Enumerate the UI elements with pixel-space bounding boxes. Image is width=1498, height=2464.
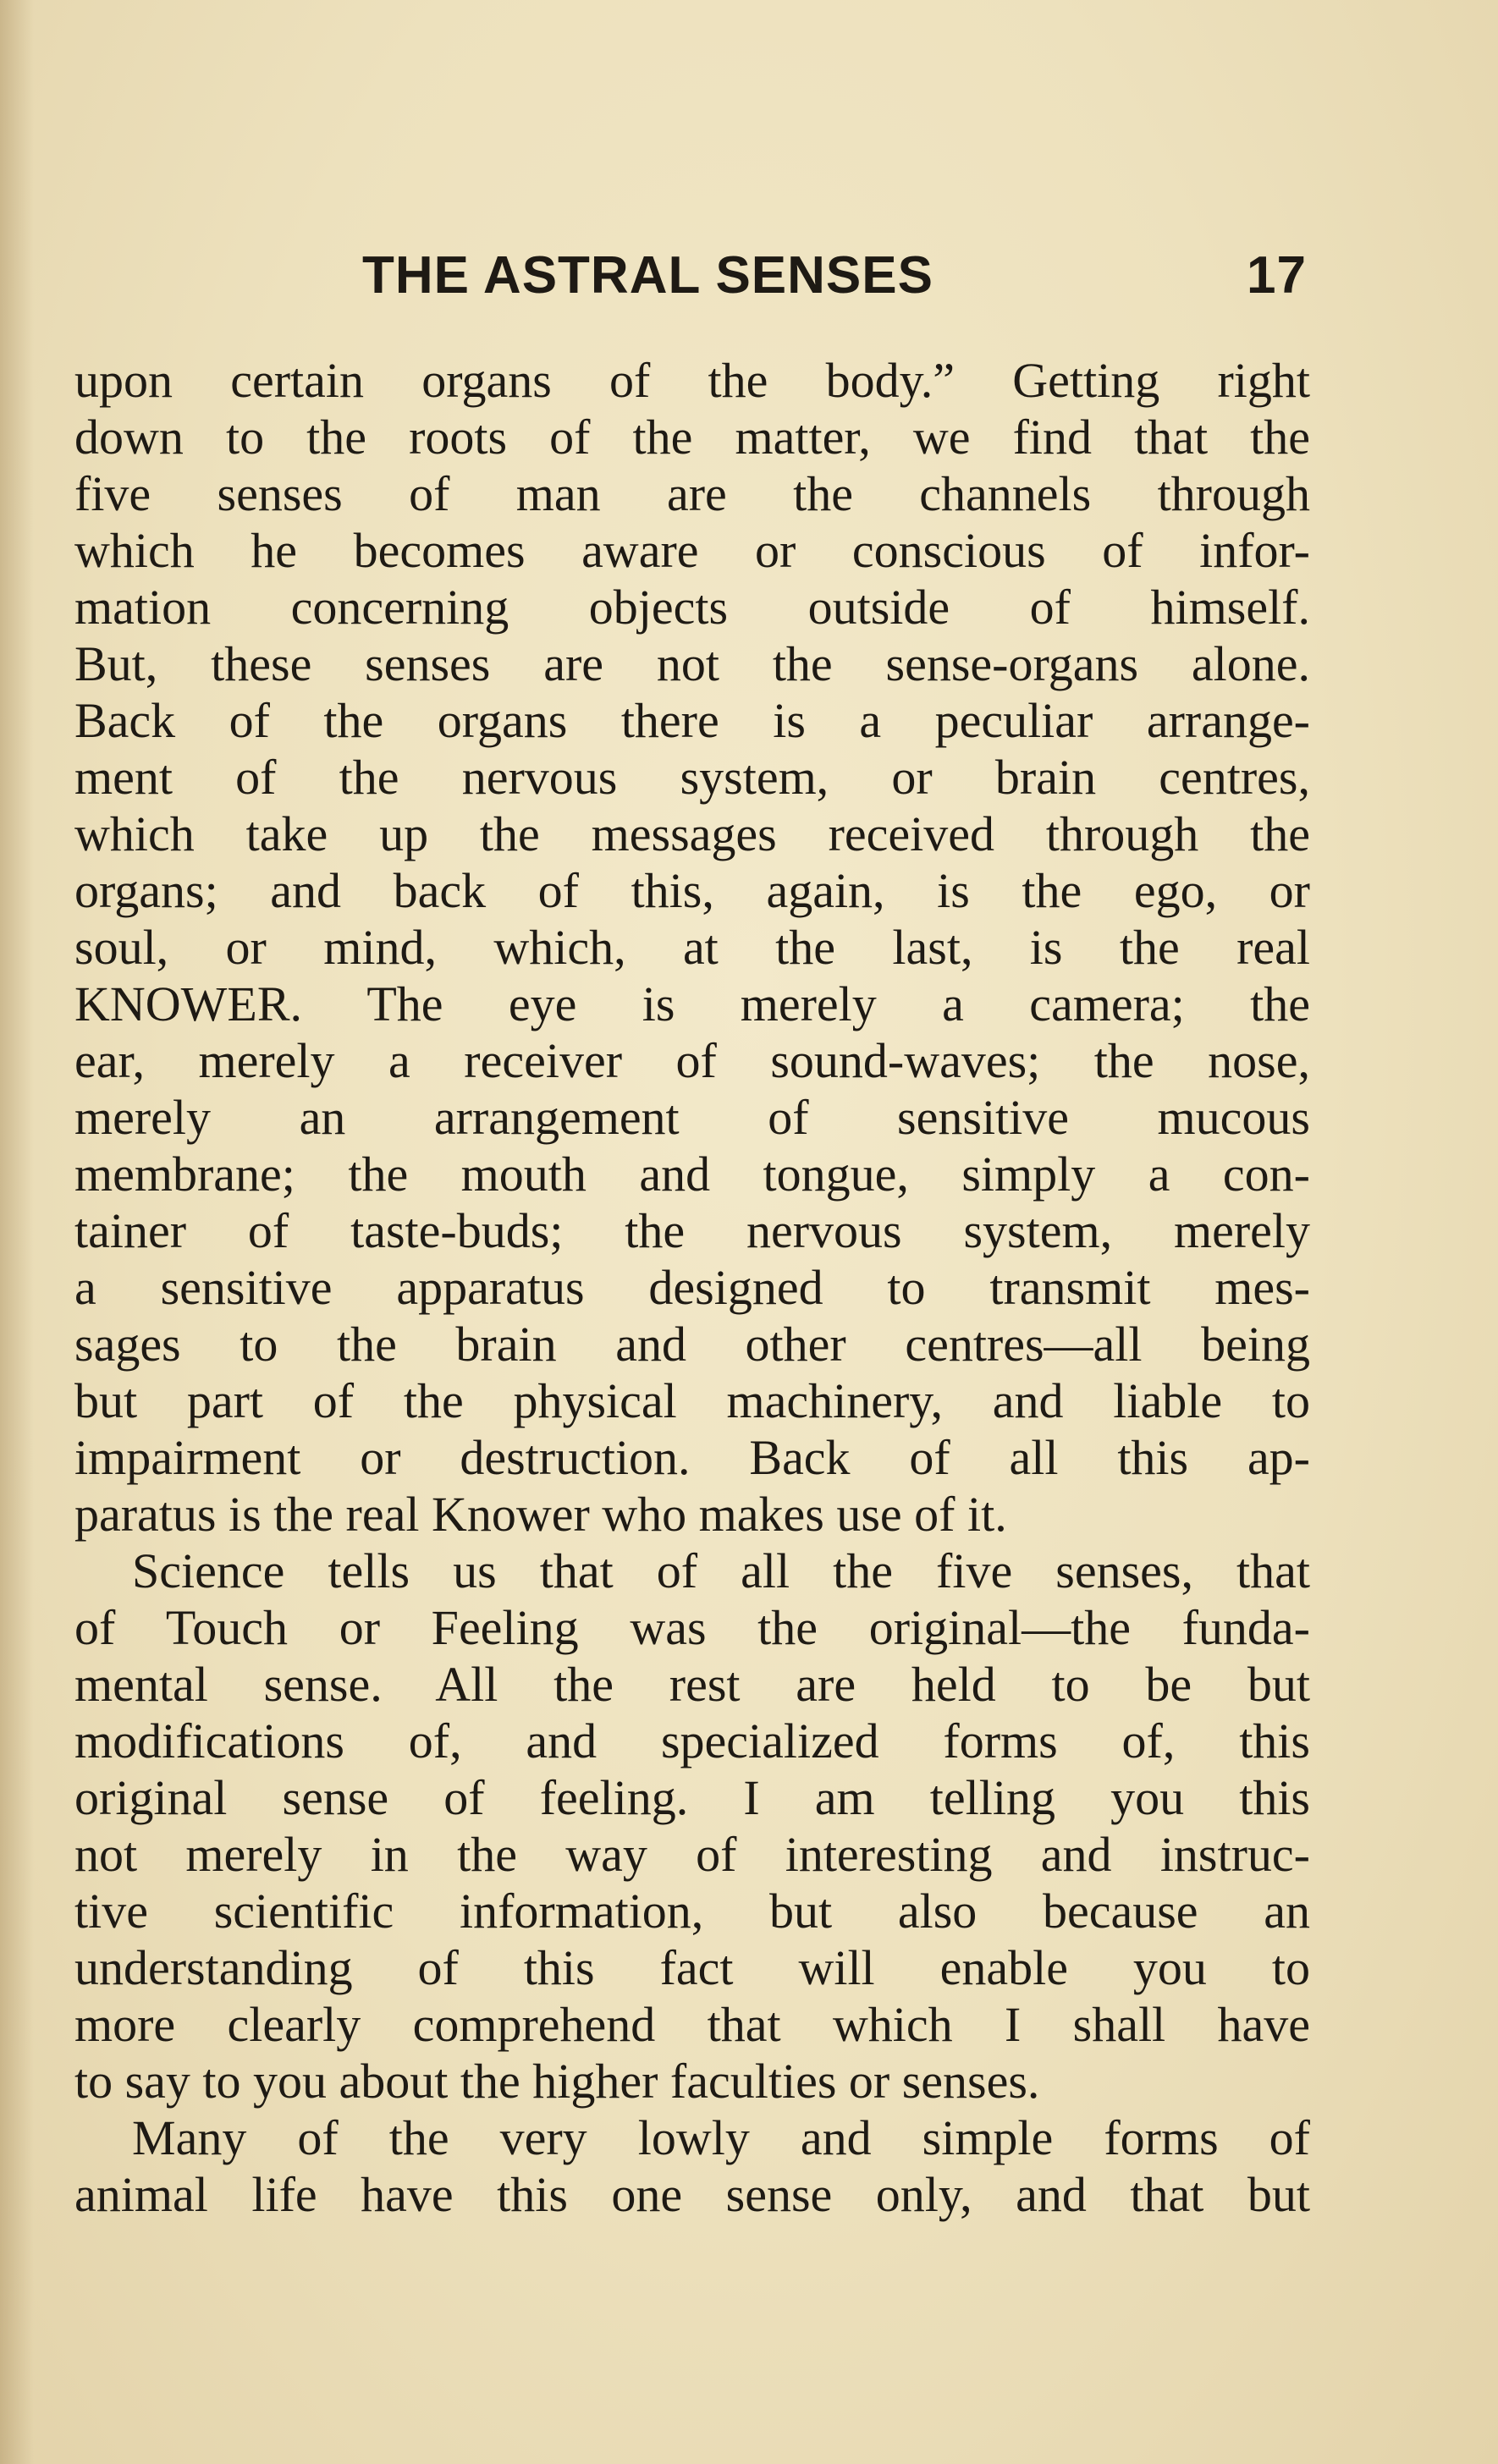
text-line: to say to you about the higher faculties or senses. [74, 2054, 1040, 2109]
text-line: paratus is the real Knower who makes use of it. [74, 1487, 1007, 1542]
text-line: more clearly comprehend that which I shall have [74, 1997, 1310, 2052]
text-line: which take up the messages received through the [74, 806, 1310, 861]
page-gutter-shadow [0, 0, 34, 2464]
text-line: mental sense. All the rest are held to be but [74, 1657, 1310, 1712]
text-line: sages to the brain and other centres—all being [74, 1317, 1310, 1372]
text-line: KNOWER. The eye is merely a camera; the [74, 976, 1310, 1031]
text-line: a sensitive apparatus designed to transmit mes- [74, 1260, 1310, 1315]
text-line: But, these senses are not the sense-organs alone. [74, 636, 1310, 691]
text-line: original sense of feeling. I am telling you this [74, 1770, 1310, 1825]
text-line: impairment or destruction. Back of all this ap- [74, 1430, 1310, 1485]
text-line: Back of the organs there is a peculiar arrange- [74, 693, 1310, 748]
text-line: modifications of, and specialized forms of, this [74, 1713, 1310, 1768]
text-line: five senses of man are the channels through [74, 466, 1310, 521]
text-line: Science tells us that of all the five senses, that [132, 1543, 1310, 1598]
text-line: soul, or mind, which, at the last, is the real [74, 920, 1310, 975]
text-line: down to the roots of the matter, we find that the [74, 410, 1310, 465]
text-line: organs; and back of this, again, is the ego, or [74, 863, 1310, 918]
text-line: upon certain organs of the body.” Getting right [74, 353, 1310, 408]
text-line: mation concerning objects outside of himself. [74, 580, 1310, 635]
text-line: which he becomes aware or conscious of infor- [74, 523, 1310, 578]
running-header [74, 245, 1310, 322]
text-line: but part of the physical machinery, and liable to [74, 1373, 1310, 1428]
text-line: of Touch or Feeling was the original—the funda- [74, 1600, 1310, 1655]
text-line: ear, merely a receiver of sound-waves; the nose, [74, 1033, 1310, 1088]
text-line: merely an arrangement of sensitive mucous [74, 1090, 1310, 1145]
text-line: tainer of taste-buds; the nervous system, merely [74, 1203, 1310, 1258]
text-line: tive scientific information, but also because an [74, 1884, 1310, 1939]
page-number: 17 [1247, 246, 1307, 305]
text-line: Many of the very lowly and simple forms of [132, 2110, 1310, 2165]
text-line: animal life have this one sense only, and that but [74, 2167, 1310, 2222]
body-text [74, 352, 1310, 2223]
text-line: membrane; the mouth and tongue, simply a con- [74, 1147, 1310, 1202]
book-page [74, 245, 1310, 2223]
text-line: not merely in the way of interesting and instruc- [74, 1827, 1310, 1882]
running-title: THE ASTRAL SENSES [362, 246, 933, 305]
text-line: ment of the nervous system, or brain centres, [74, 750, 1310, 805]
text-line: understanding of this fact will enable you to [74, 1940, 1310, 1995]
